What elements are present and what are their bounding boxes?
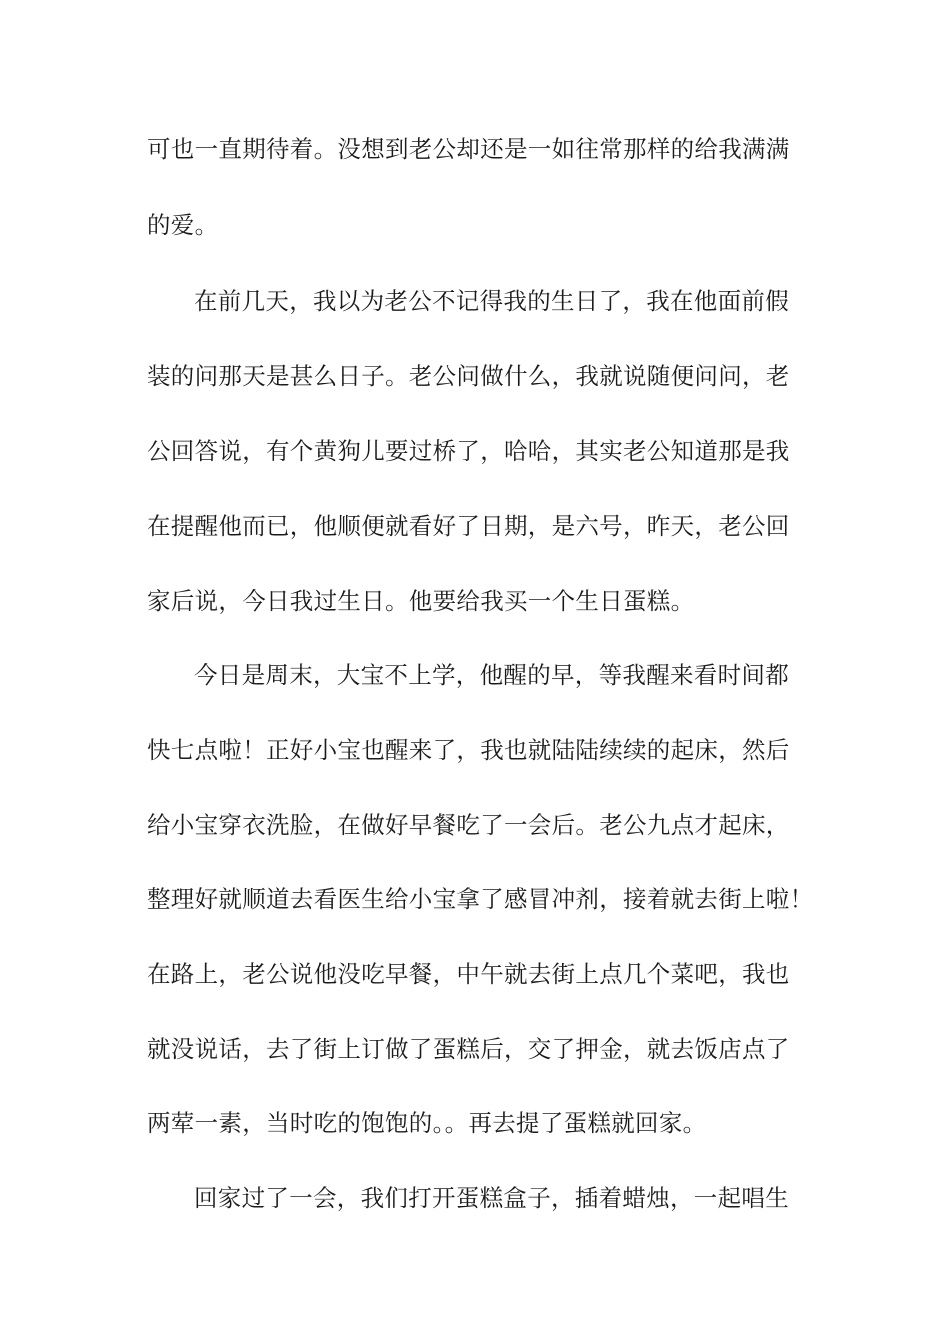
paragraph-start-line-3: 在前几天，我以为老公不记得我的生日了，我在他面前假 (194, 287, 789, 315)
text-line-12: 在路上，老公说他没吃早餐，中午就去街上点几个菜吧，我也 (147, 960, 790, 988)
text-line-5: 公回答说，有个黄狗儿要过桥了，哈哈，其实老公知道那是我 (147, 437, 790, 465)
text-line-4: 装的问那天是甚么日子。老公问做什么，我就说随便问问，老 (147, 362, 790, 390)
text-line-9: 快七点啦！正好小宝也醒来了，我也就陆陆续续的起床，然后 (147, 736, 790, 764)
text-line-6: 在提醒他而已，他顺便就看好了日期，是六号，昨天，老公回 (147, 512, 790, 540)
text-line-13: 就没说话，去了街上订做了蛋糕后，交了押金，就去饭店点了 (147, 1035, 790, 1063)
text-line-1: 可也一直期待着。没想到老公却还是一如往常那样的给我满满 (147, 135, 790, 163)
text-line-7: 家后说，今日我过生日。他要给我买一个生日蛋糕。 (147, 587, 695, 615)
text-line-10: 给小宝穿衣洗脸，在做好早餐吃了一会后。老公九点才起床， (147, 811, 790, 839)
text-line-2: 的爱。 (147, 211, 219, 239)
text-line-11: 整理好就顺道去看医生给小宝拿了感冒冲剂，接着就去街上啦！ (147, 885, 814, 913)
text-line-14: 两荤一素，当时吃的饱饱的。。再去提了蛋糕就回家。 (147, 1109, 707, 1137)
paragraph-start-line-8: 今日是周末，大宝不上学，他醒的早，等我醒来看时间都 (194, 661, 789, 689)
paragraph-start-line-15: 回家过了一会，我们打开蛋糕盒子，插着蜡烛，一起唱生 (194, 1184, 789, 1212)
